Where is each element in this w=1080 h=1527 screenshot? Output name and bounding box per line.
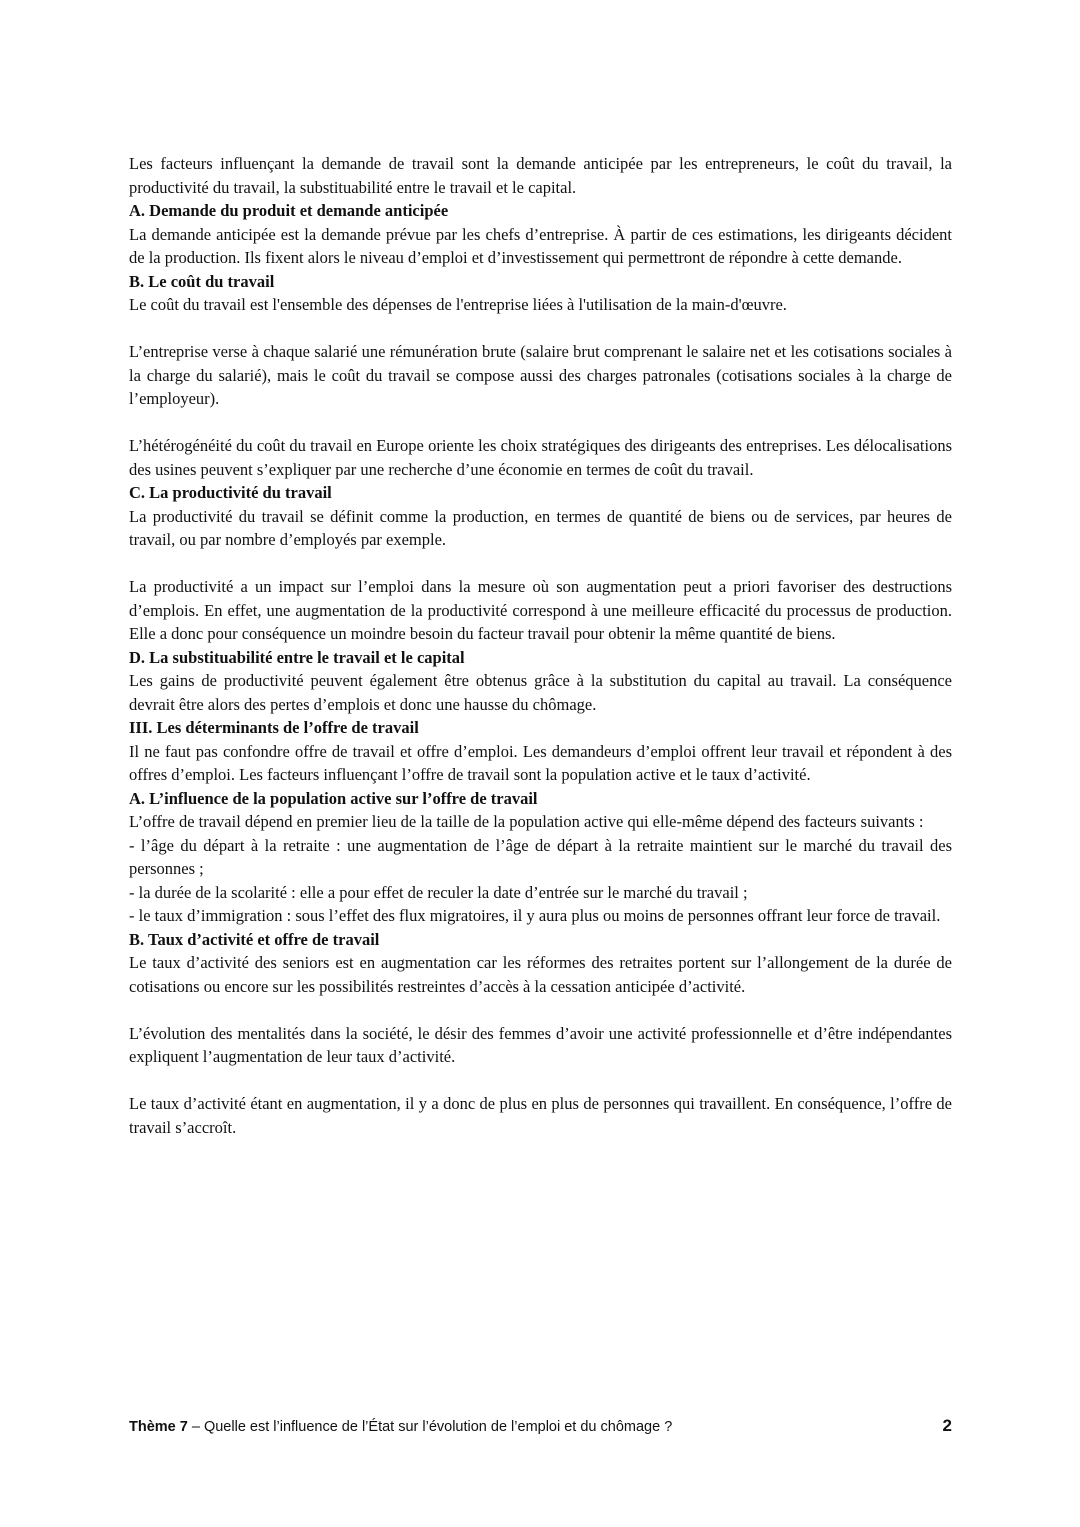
section-a-paragraph: La demande anticipée est la demande prévue par les chefs d’entreprise. À partir de ces estimations, les dirigeants décident de la production. Ils fixent alors le niveau d’emploi et d’investissement qui permettront de répondre à cette demande. (129, 224, 952, 267)
section-iii-heading: III. Les déterminants de l’offre de travail (129, 718, 419, 737)
list-item: - la durée de la scolarité : elle a pour effet de reculer la date d’entrée sur le marché du travail ; (129, 882, 748, 902)
section-iii-a-paragraph: L’offre de travail dépend en premier lieu de la taille de la population active qui elle-même dépend des facteurs suivants : (129, 812, 924, 831)
intro-paragraph: Les facteurs influençant la demande de travail sont la demande anticipée par les entrepreneurs, le coût du travail, la productivité du travail, la substituabilité entre le travail et le capital. (129, 154, 952, 197)
section-iii-b-paragraph-2: L’évolution des mentalités dans la société, le désir des femmes d’avoir une activité professionnelle et d’être indépendantes expliquent l’augmentation de leur taux d’activité. (129, 1023, 952, 1066)
theme-label: Thème 7 (129, 1419, 188, 1435)
section-b-heading: B. Le coût du travail (129, 271, 275, 291)
section-c-heading: C. La productivité du travail (129, 483, 332, 502)
footer-title (129, 1419, 672, 1435)
list-item: - le taux d’immigration : sous l’effet des flux migratoires, il y aura plus ou moins de personnes offrant leur force de travail. (129, 906, 941, 925)
section-d-heading: D. La substituabilité entre le travail et le capital (129, 647, 465, 667)
section-d-paragraph: Les gains de productivité peuvent également être obtenus grâce à la substitution du capital au travail. La conséquence devrait être alors des pertes d’emplois et donc une hausse du chômage. (129, 671, 952, 714)
section-c-paragraph-2: La productivité a un impact sur l’emploi dans la mesure où son augmentation peut a priori favoriser des destructions d’emplois. En effet, une augmentation de la productivité correspond à une meilleure efficacité du processus de production. Elle a donc pour conséquence un moindre besoin du facteur travail pour obtenir la même quantité de biens. (129, 577, 952, 643)
page-footer (129, 1416, 952, 1436)
list-item: - l’âge du départ à la retraite : une augmentation de l’âge de départ à la retraite maintient sur le marché du travail des personnes ; (129, 835, 952, 878)
theme-title: – Quelle est l’influence de l’État sur l’évolution de l’emploi et du chômage ? (187, 1419, 673, 1435)
section-b-paragraph-2: L’entreprise verse à chaque salarié une rémunération brute (salaire brut comprenant le salaire net et les cotisations sociales à la charge du salarié), mais le coût du travail se compose aussi des charges patronales (cotisations sociales à la charge de l’employeur). (129, 342, 952, 408)
section-iii-b-paragraph-1: Le taux d’activité des seniors est en augmentation car les réformes des retraites portent sur l’allongement de la durée de cotisations ou encore sur les possibilités restreintes d’accès à la cessation anticipée d’activité. (129, 953, 952, 996)
section-iii-b-heading: B. Taux d’activité et offre de travail (129, 929, 380, 949)
document-body (129, 152, 952, 1139)
section-a-heading: A. Demande du produit et demande anticipée (129, 201, 449, 220)
section-b-paragraph-1: Le coût du travail est l'ensemble des dépenses de l'entreprise liées à l'utilisation de la main-d'œuvre. (129, 295, 787, 314)
section-b-paragraph-3: L’hétérogénéité du coût du travail en Europe oriente les choix stratégiques des dirigeants des entreprises. Les délocalisations des usines peuvent s’expliquer par une recherche d’une économie en termes de coût du travail. (129, 436, 952, 479)
section-iii-a-heading: A. L’influence de la population active sur l’offre de travail (129, 788, 538, 808)
section-iii-b-paragraph-3: Le taux d’activité étant en augmentation, il y a donc de plus en plus de personnes qui travaillent. En conséquence, l’offre de travail s’accroît. (129, 1094, 952, 1137)
factors-list (129, 834, 952, 928)
section-iii-paragraph: Il ne faut pas confondre offre de travail et offre d’emploi. Les demandeurs d’emploi offrent leur travail et répondent à des offres d’emploi. Les facteurs influençant l’offre de travail sont la population active et le taux d’activité. (129, 741, 952, 784)
page-number: 2 (942, 1416, 952, 1435)
section-c-paragraph-1: La productivité du travail se définit comme la production, en termes de quantité de biens ou de services, par heures de travail, ou par nombre d’employés par exemple. (129, 506, 952, 549)
